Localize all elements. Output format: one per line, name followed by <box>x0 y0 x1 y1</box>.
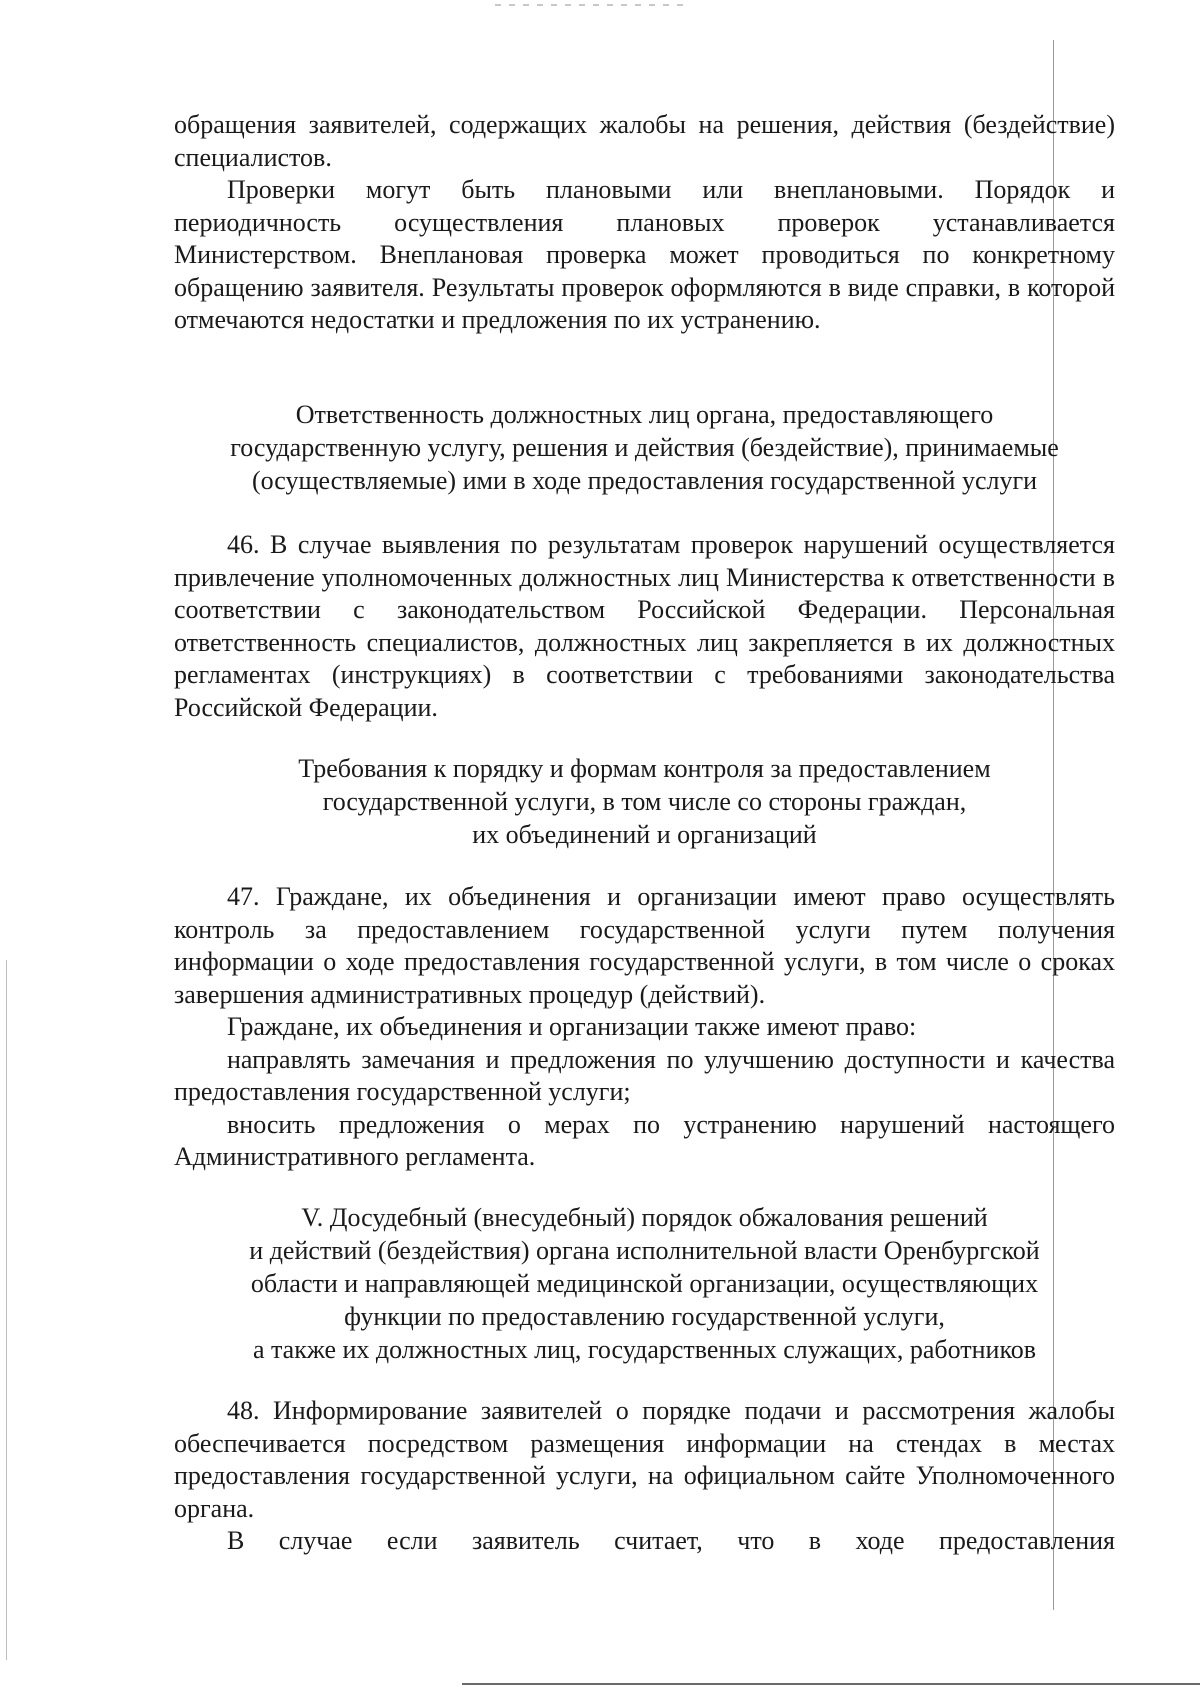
paragraph-clause-47-rights: Граждане, их объединения и организации также имеют право: <box>227 1012 917 1041</box>
heading-line: Требования к порядку и формам контроля за предоставлением <box>298 754 991 783</box>
heading-line: области и направляющей медицинской организации, осуществляющих <box>250 1269 1039 1298</box>
block-clause-46 <box>174 529 1115 724</box>
heading-responsibility <box>174 398 1115 497</box>
block-clause-48 <box>174 1395 1115 1558</box>
heading-line: функции по предоставлению государственной услуги, <box>344 1302 945 1331</box>
heading-line: и действий (бездействия) органа исполнительной власти Оренбургской <box>249 1236 1040 1265</box>
heading-line: Ответственность должностных лиц органа, предоставляющего <box>295 400 994 429</box>
paragraph-clause-48: 48. Информирование заявителей о порядке подачи и рассмотрения жалобы обеспечивается посредством размещения информации на стендах в местах предоставления государственной услуги, на официальном сайте Уполномоченного органа. <box>174 1396 1115 1523</box>
scan-artifact-bottom-edge <box>462 1683 1200 1685</box>
heading-line: государственную услугу, решения и действия (бездействие), принимаемые <box>230 433 1059 462</box>
heading-line: (осуществляемые) ими в ходе предоставления государственной услуги <box>251 466 1038 495</box>
block-oversight-checks <box>174 109 1115 337</box>
paragraph-inspections: Проверки могут быть плановыми или внеплановыми. Порядок и периодичность осуществления плановых проверок устанавливается Министерством. Внеплановая проверка может проводиться по конкретному обращению заявителя. Результаты проверок оформляются в виде справки, в которой отмечаются недостатки и предложения по их устранению. <box>174 175 1115 334</box>
heading-control-requirements <box>174 752 1115 851</box>
heading-section-v <box>174 1201 1115 1366</box>
paragraph-clause-47-proposals: вносить предложения о мерах по устранению нарушений настоящего Административного регламента. <box>174 1109 1115 1171</box>
paragraph-clause-48-continuation: В случае если заявитель считает, что в ходе предоставления <box>227 1526 1115 1555</box>
heading-line: государственной услуги, в том числе со стороны граждан, <box>322 787 967 816</box>
paragraph-clause-47: 47. Граждане, их объединения и организации имеют право осуществлять контроль за предоставлением государственной услуги путем получения информации о ходе предоставления государственной услуги, в том числе о сроках завершения административных процедур (действий). <box>174 882 1115 1009</box>
heading-line: их объединений и организаций <box>472 820 817 849</box>
heading-line: а также их должностных лиц, государственных служащих, работников <box>252 1335 1037 1364</box>
paragraph-complaints-continuation: обращения заявителей, содержащих жалобы на решения, действия (бездействие) специалистов. <box>174 110 1115 172</box>
scan-artifact-left-edge <box>6 960 7 1660</box>
heading-line: V. Досудебный (внесудебный) порядок обжалования решений <box>301 1203 988 1232</box>
scan-artifact-top <box>495 4 685 6</box>
paragraph-clause-47-suggestions: направлять замечания и предложения по улучшению доступности и качества предоставления государственной услуги; <box>174 1044 1115 1106</box>
block-clause-47 <box>174 881 1115 1174</box>
paragraph-clause-46: 46. В случае выявления по результатам проверок нарушений осуществляется привлечение уполномоченных должностных лиц Министерства к ответственности в соответствии с законодательством Российской Федерации. Персональная ответственность специалистов, должностных лиц закрепляется в их должностных регламентах (инструкциях) в соответствии с требованиями законодательства Российской Федерации. <box>174 530 1115 722</box>
